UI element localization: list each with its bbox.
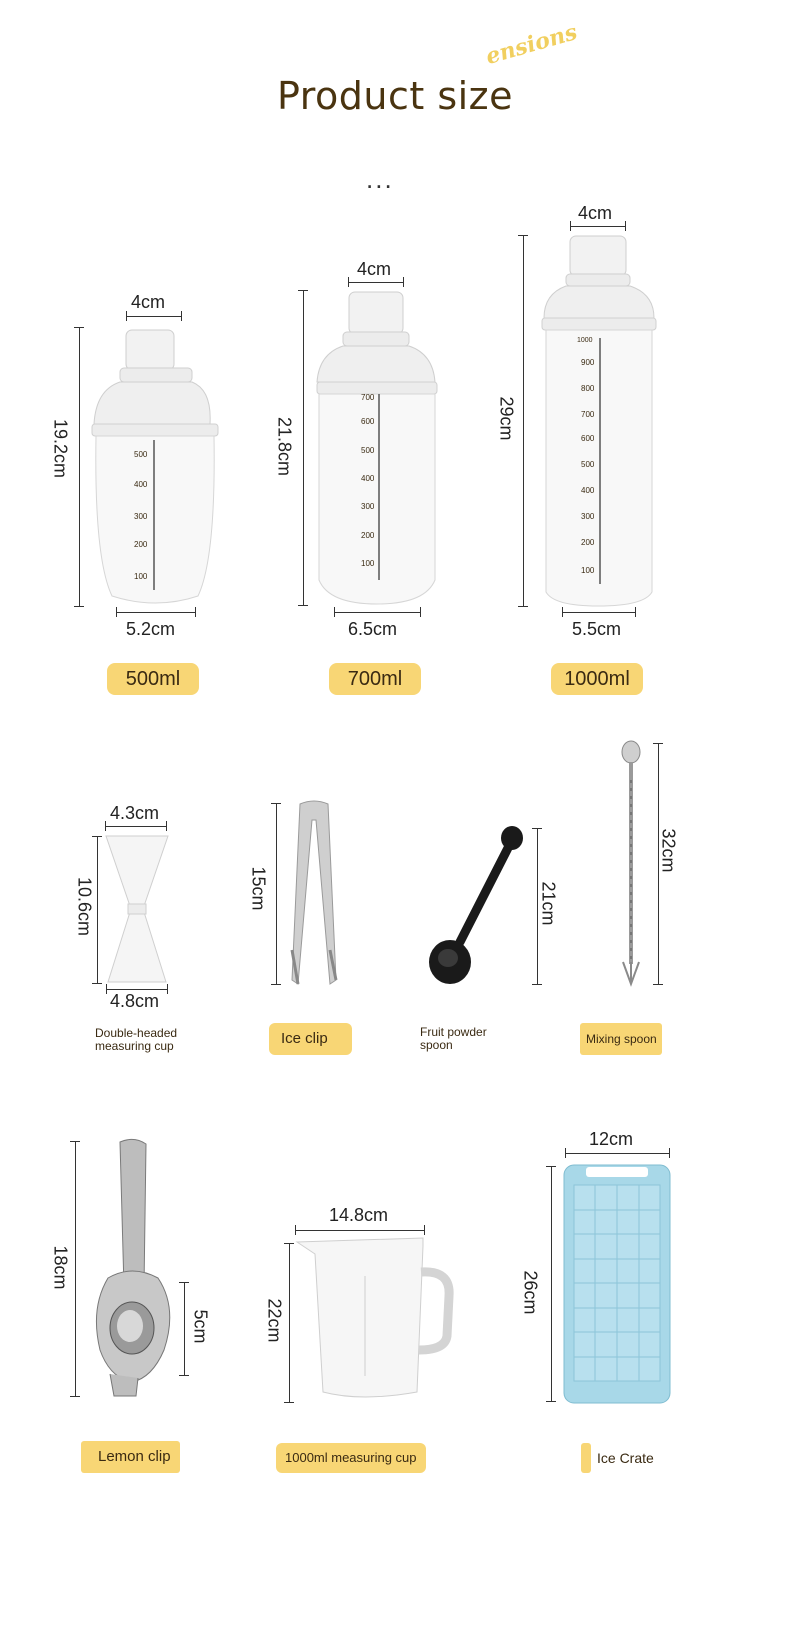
dim-line xyxy=(116,612,196,613)
dim-line xyxy=(295,1230,425,1231)
tool-label-badge: Lemon clip xyxy=(81,1441,180,1473)
dim-width-label: 5cm xyxy=(190,1309,211,1344)
scale-mark: 400 xyxy=(581,486,595,495)
dim-height-label: 18cm xyxy=(50,1245,71,1290)
dim-top-label: 4.3cm xyxy=(110,803,160,823)
dim-height-label: 10.6cm xyxy=(74,876,95,937)
dim-tick xyxy=(70,1396,80,1397)
dim-line xyxy=(570,226,626,227)
ellipsis-divider: ... xyxy=(366,164,394,194)
dim-height-label: 22cm xyxy=(264,1298,285,1343)
scale-mark: 500 xyxy=(134,450,148,459)
dim-tick xyxy=(625,221,626,231)
label-accent-bar xyxy=(581,1443,591,1473)
dim-tick xyxy=(106,984,107,994)
dim-tick xyxy=(74,606,84,607)
scale-mark: 800 xyxy=(581,384,595,393)
dim-line xyxy=(106,989,168,990)
shaker-1000-image xyxy=(540,234,658,608)
dim-tick xyxy=(179,1282,189,1283)
scale-mark: 200 xyxy=(361,531,375,540)
dim-tick xyxy=(532,984,542,985)
dim-tick xyxy=(653,984,663,985)
dim-tick xyxy=(298,605,308,606)
dim-height-label: 29cm xyxy=(496,396,517,441)
dim-line xyxy=(97,836,98,984)
tool-label-badge: Mixing spoon xyxy=(580,1023,662,1055)
dim-height-label: 21cm xyxy=(538,881,559,926)
dim-line xyxy=(184,1282,185,1376)
dim-tick xyxy=(92,983,102,984)
scale-mark: 500 xyxy=(361,446,375,455)
scale-mark: 300 xyxy=(134,512,148,521)
shaker-700-image xyxy=(315,290,439,608)
dim-tick xyxy=(92,836,102,837)
dim-tick xyxy=(295,1225,296,1235)
dim-tick xyxy=(348,277,349,287)
dim-line xyxy=(565,1153,670,1154)
tool-label: Double-headed measuring cup xyxy=(95,1026,178,1053)
dim-line xyxy=(126,316,182,317)
dim-line xyxy=(523,235,524,607)
dim-height-label: 21.8cm xyxy=(274,416,295,477)
scale-mark: 200 xyxy=(134,540,148,549)
tool-label: Fruit powder spoon xyxy=(420,1025,487,1052)
dim-tick xyxy=(635,607,636,617)
dim-tick xyxy=(298,290,308,291)
dim-tick xyxy=(562,607,563,617)
scale-mark: 400 xyxy=(361,474,375,483)
dim-tick xyxy=(126,311,127,321)
dim-line xyxy=(562,612,636,613)
dim-line xyxy=(551,1166,552,1402)
dim-line xyxy=(289,1243,290,1403)
dim-line xyxy=(303,290,304,606)
script-decoration: ensions xyxy=(482,19,581,70)
scale-mark: 700 xyxy=(361,393,375,402)
dim-tick xyxy=(167,984,168,994)
dim-line xyxy=(75,1141,76,1397)
dim-top-label: 12cm xyxy=(589,1129,634,1149)
dim-tick xyxy=(179,1375,189,1376)
scale-mark: 700 xyxy=(581,410,595,419)
dim-top-label: 4cm xyxy=(131,292,166,312)
scale-mark: 1000 xyxy=(577,337,593,344)
dim-tick xyxy=(570,221,571,231)
dim-tick xyxy=(653,743,663,744)
tool-label-badge: 1000ml measuring cup xyxy=(276,1443,426,1473)
dim-bottom-label: 5.2cm xyxy=(126,619,176,639)
shaker-500-image xyxy=(90,328,220,610)
dim-bottom-label: 5.5cm xyxy=(572,619,622,639)
dim-height-label: 32cm xyxy=(658,828,679,873)
ice-crate-image xyxy=(562,1163,672,1405)
dim-tick xyxy=(403,277,404,287)
dim-tick xyxy=(70,1141,80,1142)
powder-spoon-image xyxy=(426,824,530,988)
dim-tick xyxy=(181,311,182,321)
dim-tick xyxy=(532,828,542,829)
dim-height-label: 15cm xyxy=(248,866,269,911)
dim-tick xyxy=(518,606,528,607)
dim-tick xyxy=(271,803,281,804)
dim-tick xyxy=(420,607,421,617)
capacity-badge: 700ml xyxy=(329,663,421,695)
dim-tick xyxy=(195,607,196,617)
scale-mark: 300 xyxy=(581,512,595,521)
scale-mark: 500 xyxy=(581,460,595,469)
capacity-badge: 1000ml xyxy=(551,663,643,695)
dim-top-label: 4cm xyxy=(578,203,613,223)
tool-label: Ice Crate xyxy=(597,1450,654,1466)
scale-mark: 900 xyxy=(581,358,595,367)
dim-height-label: 26cm xyxy=(520,1270,541,1315)
dim-tick xyxy=(105,821,106,831)
dim-tick xyxy=(284,1243,294,1244)
dim-line xyxy=(276,803,277,985)
dim-top-label: 4cm xyxy=(357,259,392,279)
ice-clip-image xyxy=(286,800,342,988)
dim-bottom-label: 4.8cm xyxy=(110,991,160,1011)
dim-bottom-label: 6.5cm xyxy=(348,619,398,639)
scale-mark: 100 xyxy=(361,559,375,568)
tool-label-badge: Ice clip xyxy=(269,1023,352,1055)
dim-line xyxy=(334,612,421,613)
dim-tick xyxy=(116,607,117,617)
scale-mark: 200 xyxy=(581,538,595,547)
dim-tick xyxy=(518,235,528,236)
dim-top-label: 14.8cm xyxy=(329,1205,389,1225)
mixing-spoon-image xyxy=(618,740,644,986)
capacity-badge: 500ml xyxy=(107,663,199,695)
dim-tick xyxy=(669,1148,670,1158)
dim-line xyxy=(105,826,167,827)
dim-height-label: 19.2cm xyxy=(50,418,71,479)
scale-mark: 600 xyxy=(361,417,375,426)
scale-mark: 400 xyxy=(134,480,148,489)
dim-line xyxy=(79,327,80,607)
dim-line xyxy=(348,282,404,283)
dim-tick xyxy=(284,1402,294,1403)
dim-tick xyxy=(546,1401,556,1402)
dim-tick xyxy=(334,607,335,617)
dim-tick xyxy=(424,1225,425,1235)
lemon-clip-image xyxy=(88,1138,178,1400)
scale-mark: 300 xyxy=(361,502,375,511)
scale-mark: 600 xyxy=(581,434,595,443)
scale-mark: 100 xyxy=(134,572,148,581)
dim-tick xyxy=(74,327,84,328)
jigger-image xyxy=(104,834,170,986)
scale-mark: 100 xyxy=(581,566,595,575)
dim-tick xyxy=(166,821,167,831)
dim-tick xyxy=(546,1166,556,1167)
page-title: Product size xyxy=(276,74,514,118)
dim-tick xyxy=(271,984,281,985)
measuring-cup-image xyxy=(295,1236,455,1406)
dim-tick xyxy=(565,1148,566,1158)
